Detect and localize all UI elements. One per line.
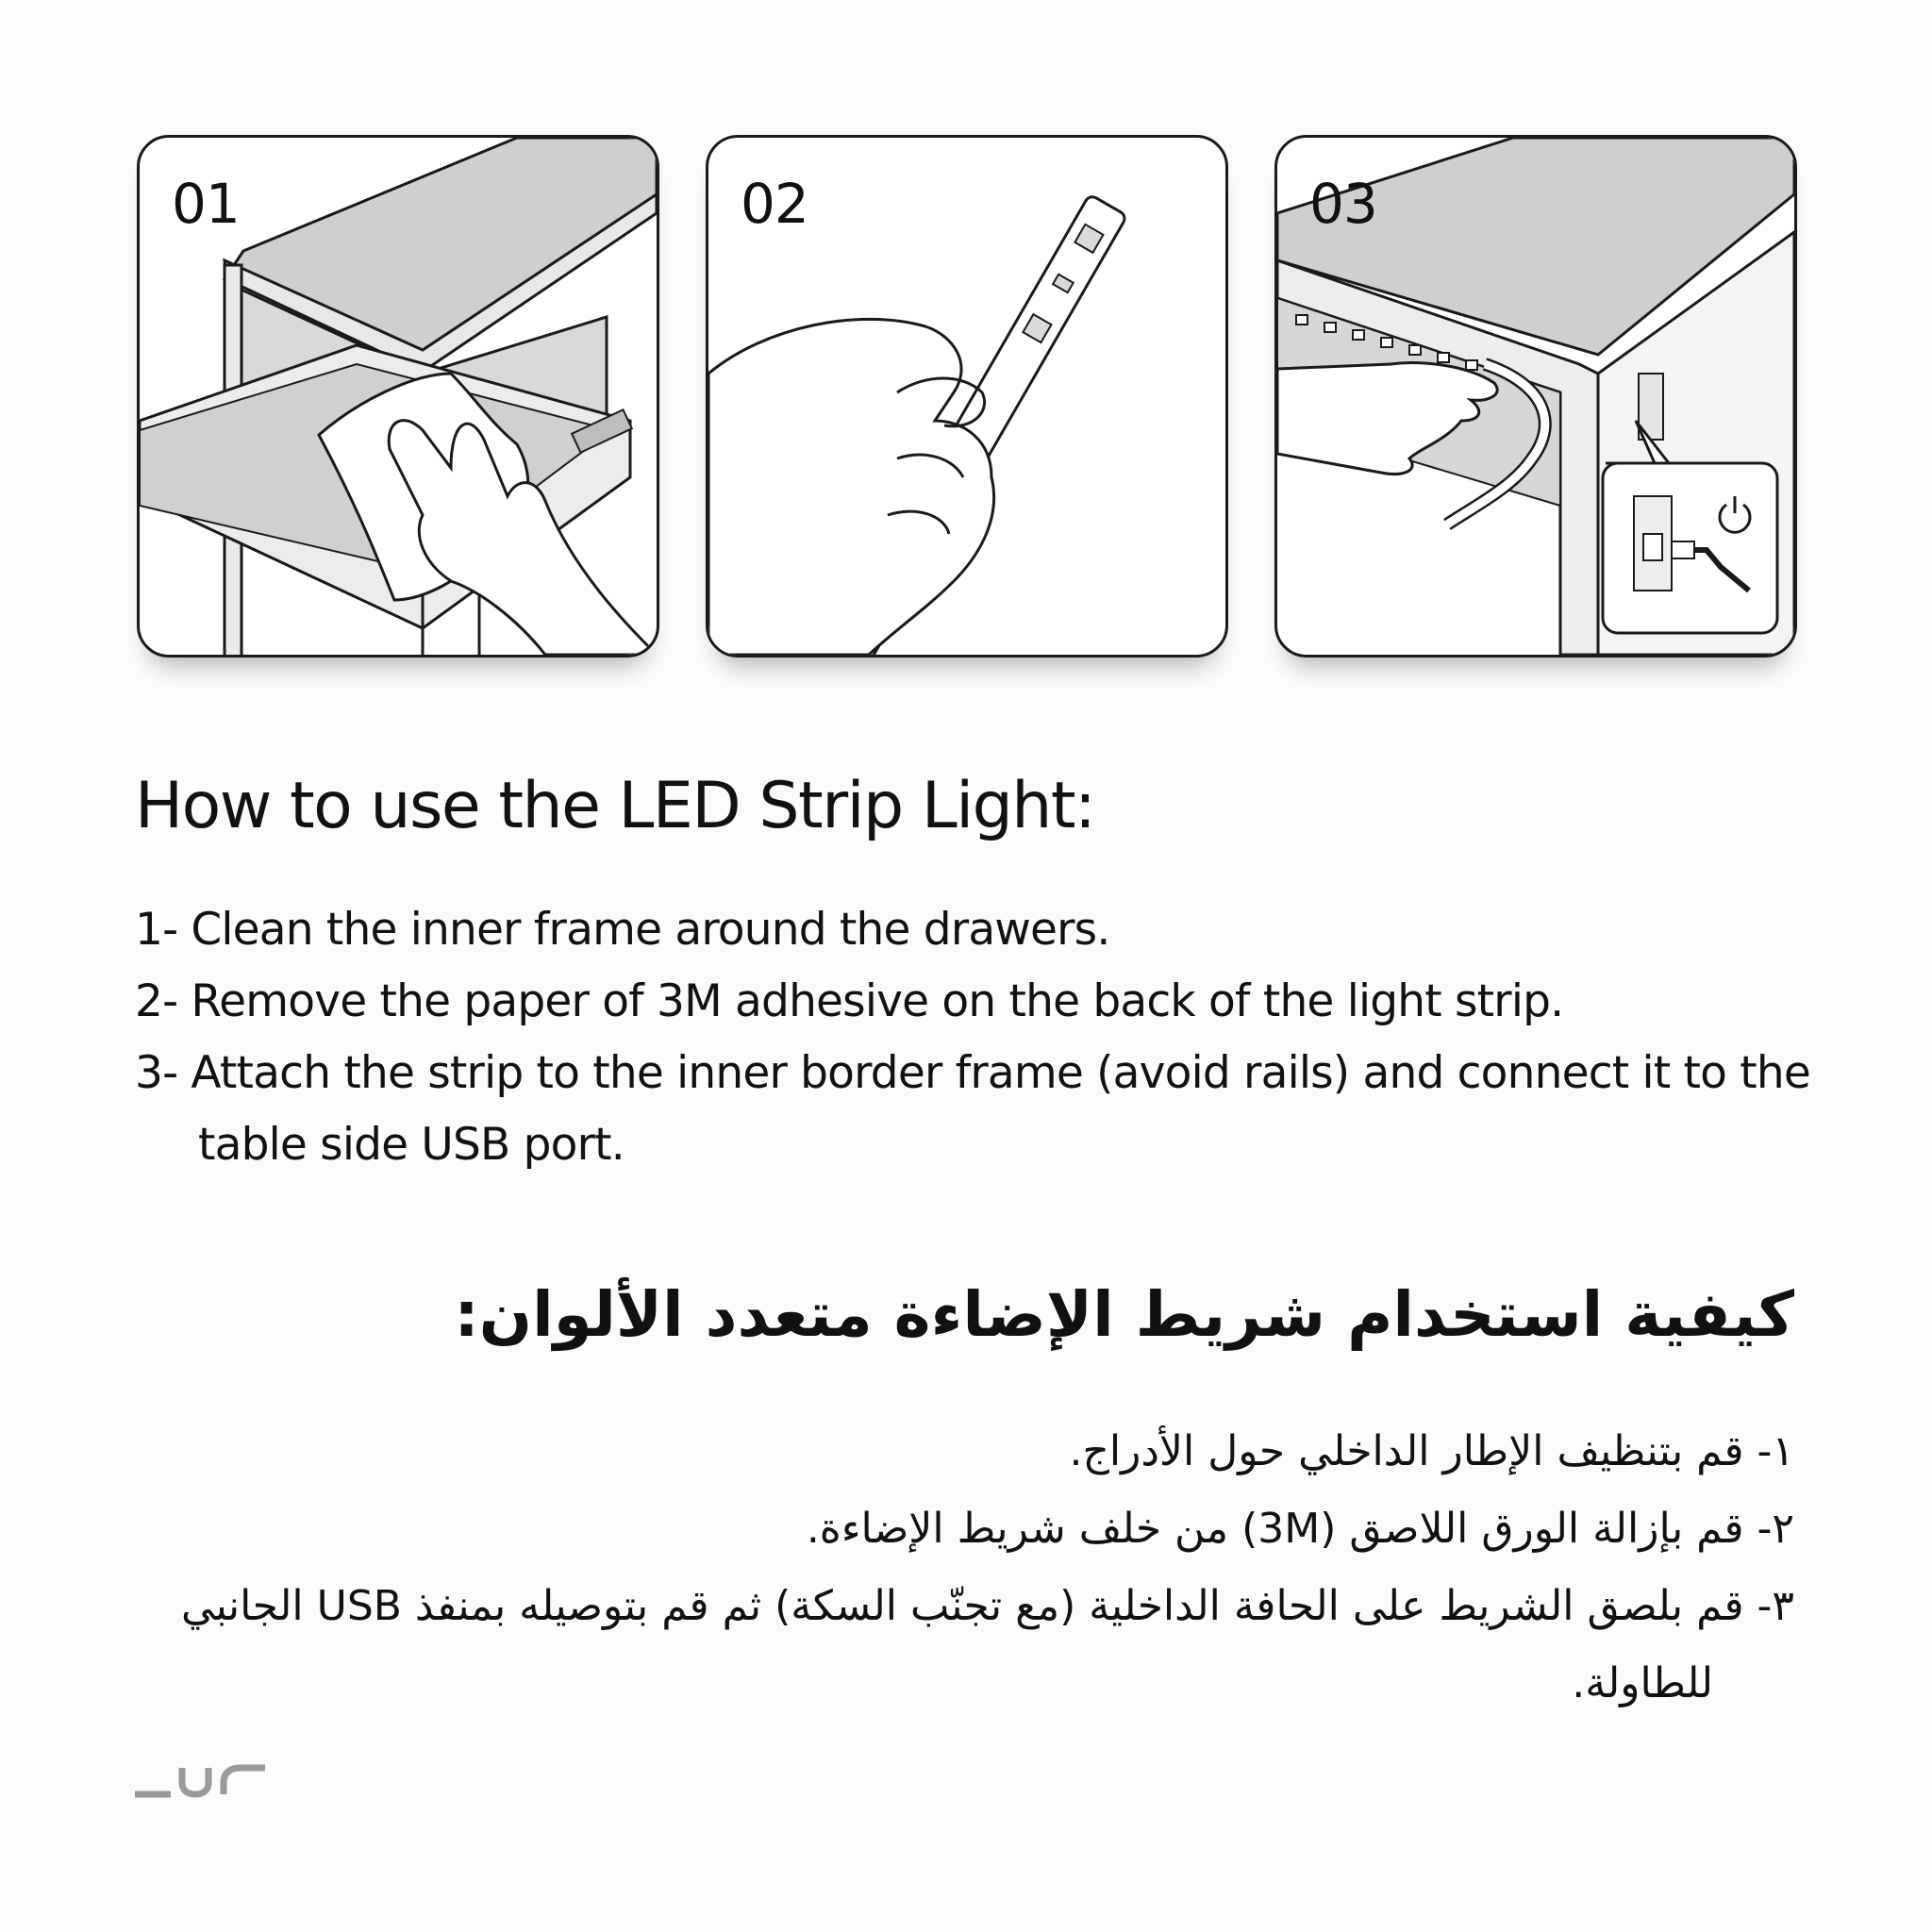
brand-logo-icon — [133, 1762, 275, 1800]
step-number-1: 01 — [172, 172, 240, 236]
panel-step-1 — [137, 135, 659, 658]
step-number-2: 02 — [741, 172, 808, 236]
panel-step-3 — [1274, 135, 1797, 658]
english-title: How to use the LED Strip Light: — [135, 769, 1095, 843]
instruction-panels — [0, 0, 1932, 679]
arabic-step-1: ١- قم بتنظيف الإطار الداخلي حول الأدراج. — [1069, 1427, 1794, 1475]
arabic-step-3: ٣- قم بلصق الشريط على الحافة الداخلية (مع تجنّب السكة) ثم قم بتوصيله بمنفذ USB الجانبي للطاولة. — [180, 1582, 1794, 1707]
english-step-3: 3- Attach the strip to the inner border frame (avoid rails) and connect it to the table side USB port. — [135, 1047, 1811, 1171]
english-step-1: 1- Clean the inner frame around the drawers. — [135, 904, 1110, 956]
step-number-3: 03 — [1309, 172, 1377, 236]
arabic-steps — [172, 1413, 1794, 1723]
english-step-2: 2- Remove the paper of 3M adhesive on the back of the light strip. — [135, 975, 1564, 1027]
arabic-title: كيفية استخدام شريط الإضاءة متعدد الألوان: — [454, 1278, 1794, 1351]
panel-step-2 — [706, 135, 1228, 658]
arabic-step-2: ٢- قم بإزالة الورق اللاصق (3M) من خلف شريط الإضاءة. — [806, 1505, 1794, 1553]
english-steps — [135, 894, 1814, 1181]
